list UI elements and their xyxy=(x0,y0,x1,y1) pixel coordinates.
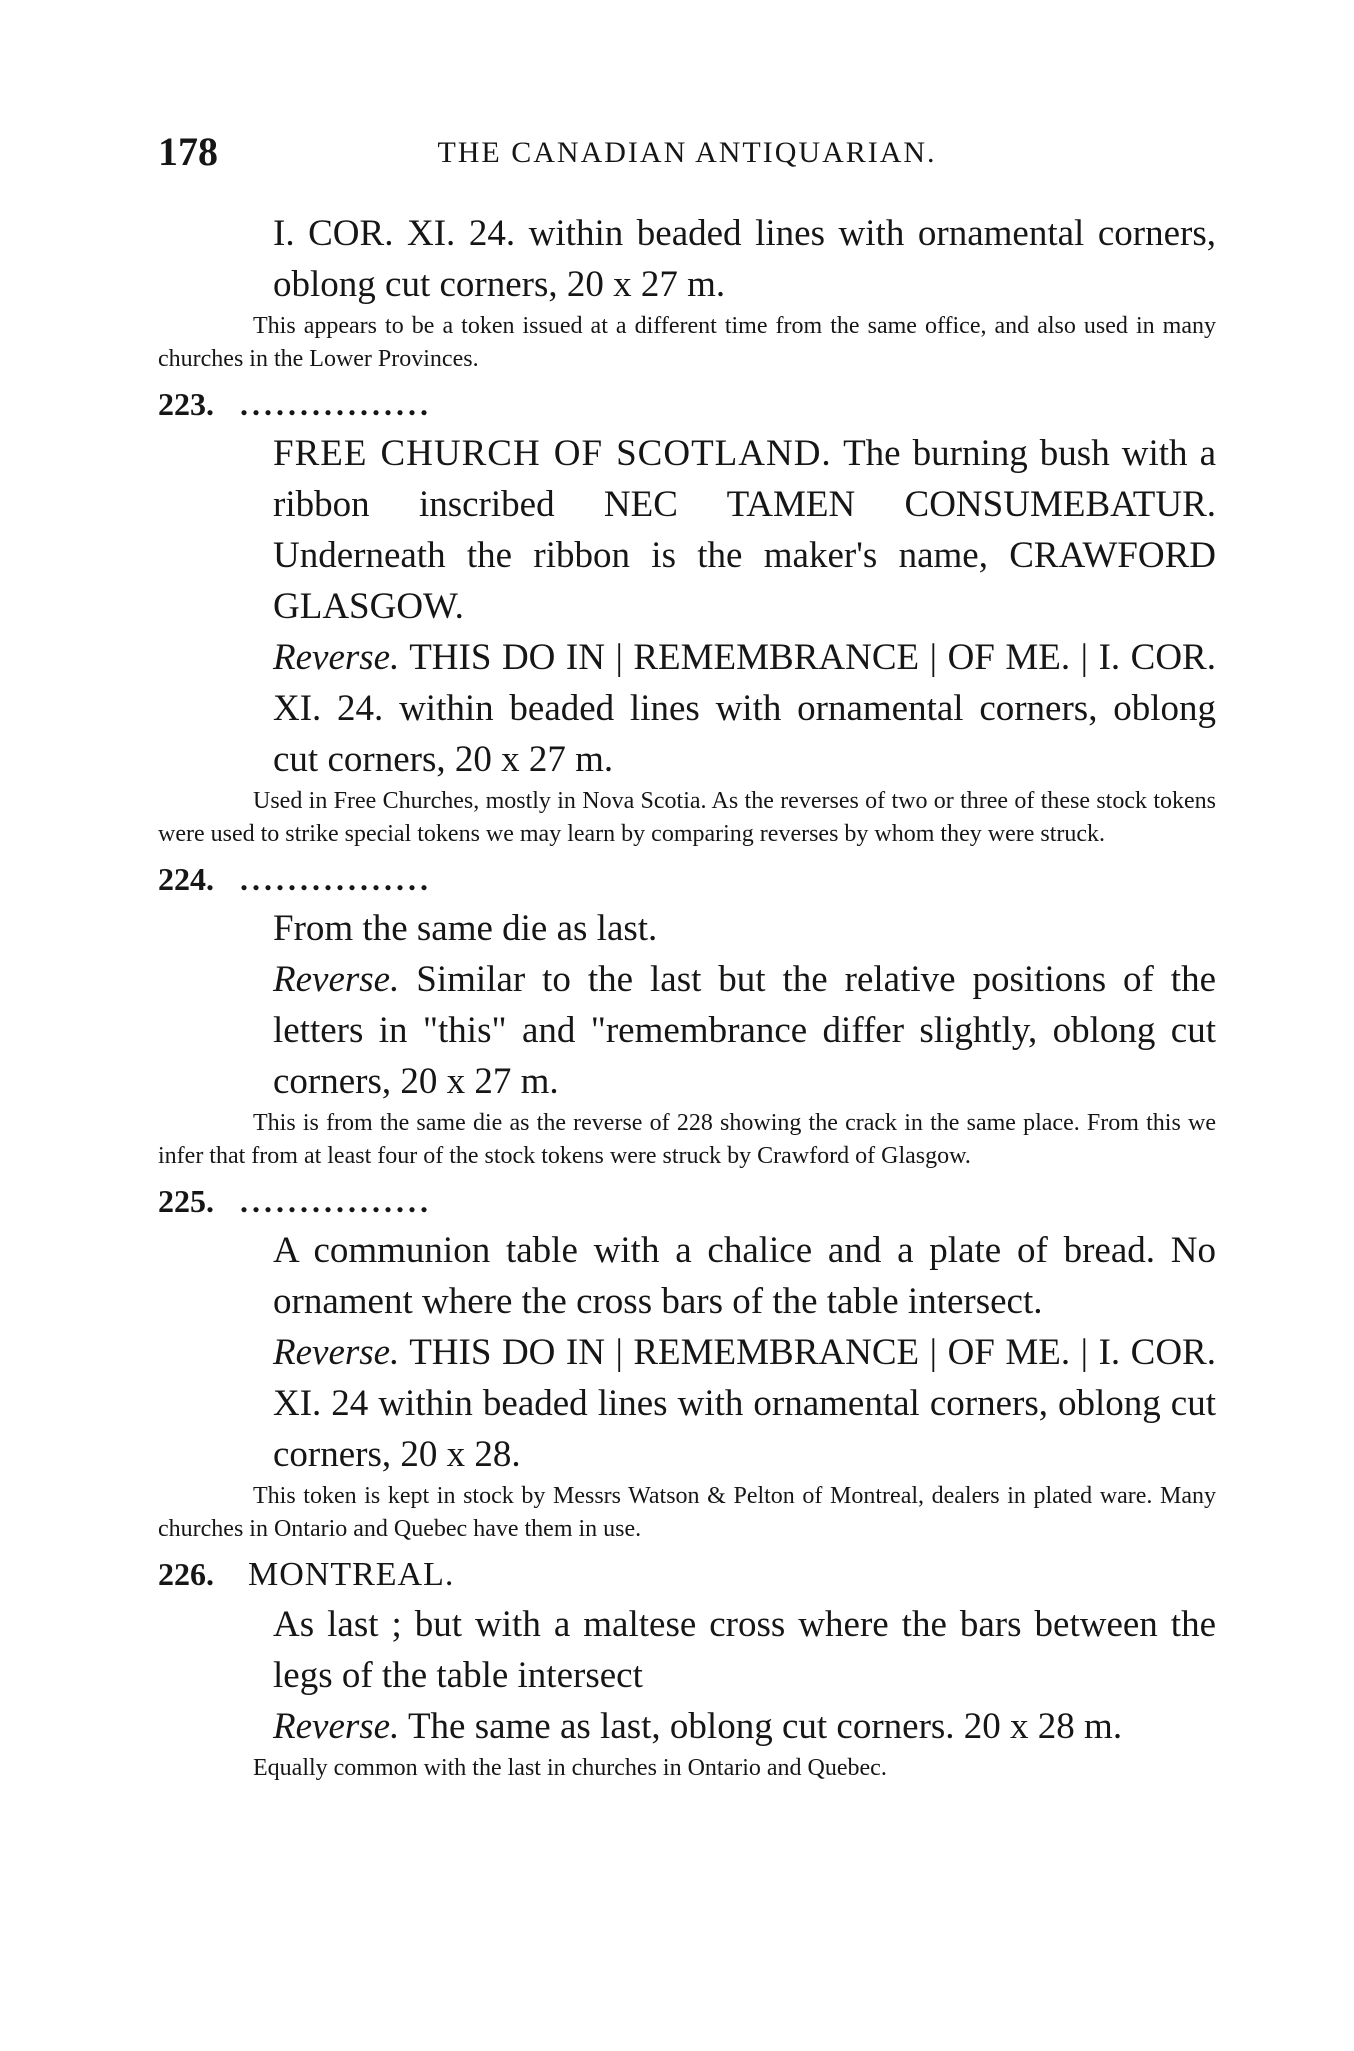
obverse-text: The burning bush with a ribbon inscribed NEC TAMEN CONSUMEBATUR. Underneath the ribbon is the maker's name, CRAWFORD GLASGOW. xyxy=(273,433,1216,627)
entry-224-reverse xyxy=(273,954,1216,1107)
entry-223-reverse xyxy=(273,632,1216,785)
reverse-text: Similar to the last but the relative positions of the letters in "this" and "remembrance differ slightly, oblong cut corners, 20 x 27 m. xyxy=(273,959,1217,1102)
page-header xyxy=(158,128,1216,188)
continuation-note: This appears to be a token issued at a different time from the same office, and also used in many churches in the Lower Provinces. xyxy=(158,313,1216,372)
entry-225-reverse xyxy=(273,1327,1216,1480)
reverse-label: Reverse. xyxy=(273,637,400,678)
entry-dots: ................ xyxy=(240,386,432,422)
running-title: THE CANADIAN ANTIQUARIAN. xyxy=(437,136,937,169)
entry-223-note: Used in Free Churches, mostly in Nova Scotia. As the reverses of two or three of these stock tokens were used to strike special tokens we may learn by comparing reverses by whom they were struck. xyxy=(158,788,1216,847)
reverse-text: The same as last, oblong cut corners. 20 x 28 m. xyxy=(407,1706,1123,1747)
obverse-title: FREE CHURCH OF SCOTLAND. xyxy=(273,433,832,474)
entry-226-obverse: As last ; but with a maltese cross where the bars between the legs of the table intersect xyxy=(273,1604,1216,1696)
entry-224-note: This is from the same die as the reverse of 228 showing the crack in the same place. From this we infer that from at least four of the stock tokens were struck by Crawford of Glasgow. xyxy=(158,1110,1216,1169)
entry-number: 224. xyxy=(158,861,214,897)
entry-dots: ................ xyxy=(240,1183,432,1219)
entry-225-obverse: A communion table with a chalice and a plate of bread. No ornament where the cross bars of the table intersect. xyxy=(273,1230,1216,1322)
entry-223-obverse xyxy=(273,428,1216,632)
entry-number: 223. xyxy=(158,386,214,422)
entry-225-heading xyxy=(158,1177,1216,1225)
entry-dots: ................ xyxy=(240,861,432,897)
reverse-text: THIS DO IN | REMEMBRANCE | OF ME. | I. COR. XI. 24 within beaded lines with ornamental corners, oblong cut corners, 20 x 28. xyxy=(273,1332,1216,1475)
entry-place: MONTREAL. xyxy=(248,1556,455,1593)
entry-224-heading xyxy=(158,855,1216,903)
entry-226-note: Equally common with the last in churches in Ontario and Quebec. xyxy=(253,1755,887,1781)
entry-225-note: This token is kept in stock by Messrs Watson & Pelton of Montreal, dealers in plated ware. Many churches in Ontario and Quebec have them in use. xyxy=(158,1483,1216,1542)
reverse-label: Reverse. xyxy=(273,1706,400,1747)
entry-number: 225. xyxy=(158,1183,214,1219)
page-number: 178 xyxy=(158,129,218,174)
entry-223-heading xyxy=(158,380,1216,428)
reverse-label: Reverse. xyxy=(273,1332,400,1373)
reverse-text: THIS DO IN | REMEMBRANCE | OF ME. | I. COR. XI. 24. within beaded lines with ornamental corners, oblong cut corners, 20 x 27 m. xyxy=(273,637,1216,780)
reverse-label: Reverse. xyxy=(273,959,400,1000)
continuation-description: I. COR. XI. 24. within beaded lines with ornamental corners, oblong cut corners, 20 x 27 m. xyxy=(273,213,1216,305)
entry-226-heading xyxy=(158,1550,1216,1599)
page-body xyxy=(158,208,1216,1785)
entry-number: 226. xyxy=(158,1556,214,1592)
entry-226-reverse xyxy=(273,1701,1216,1752)
entry-224-obverse: From the same die as last. xyxy=(273,908,658,949)
